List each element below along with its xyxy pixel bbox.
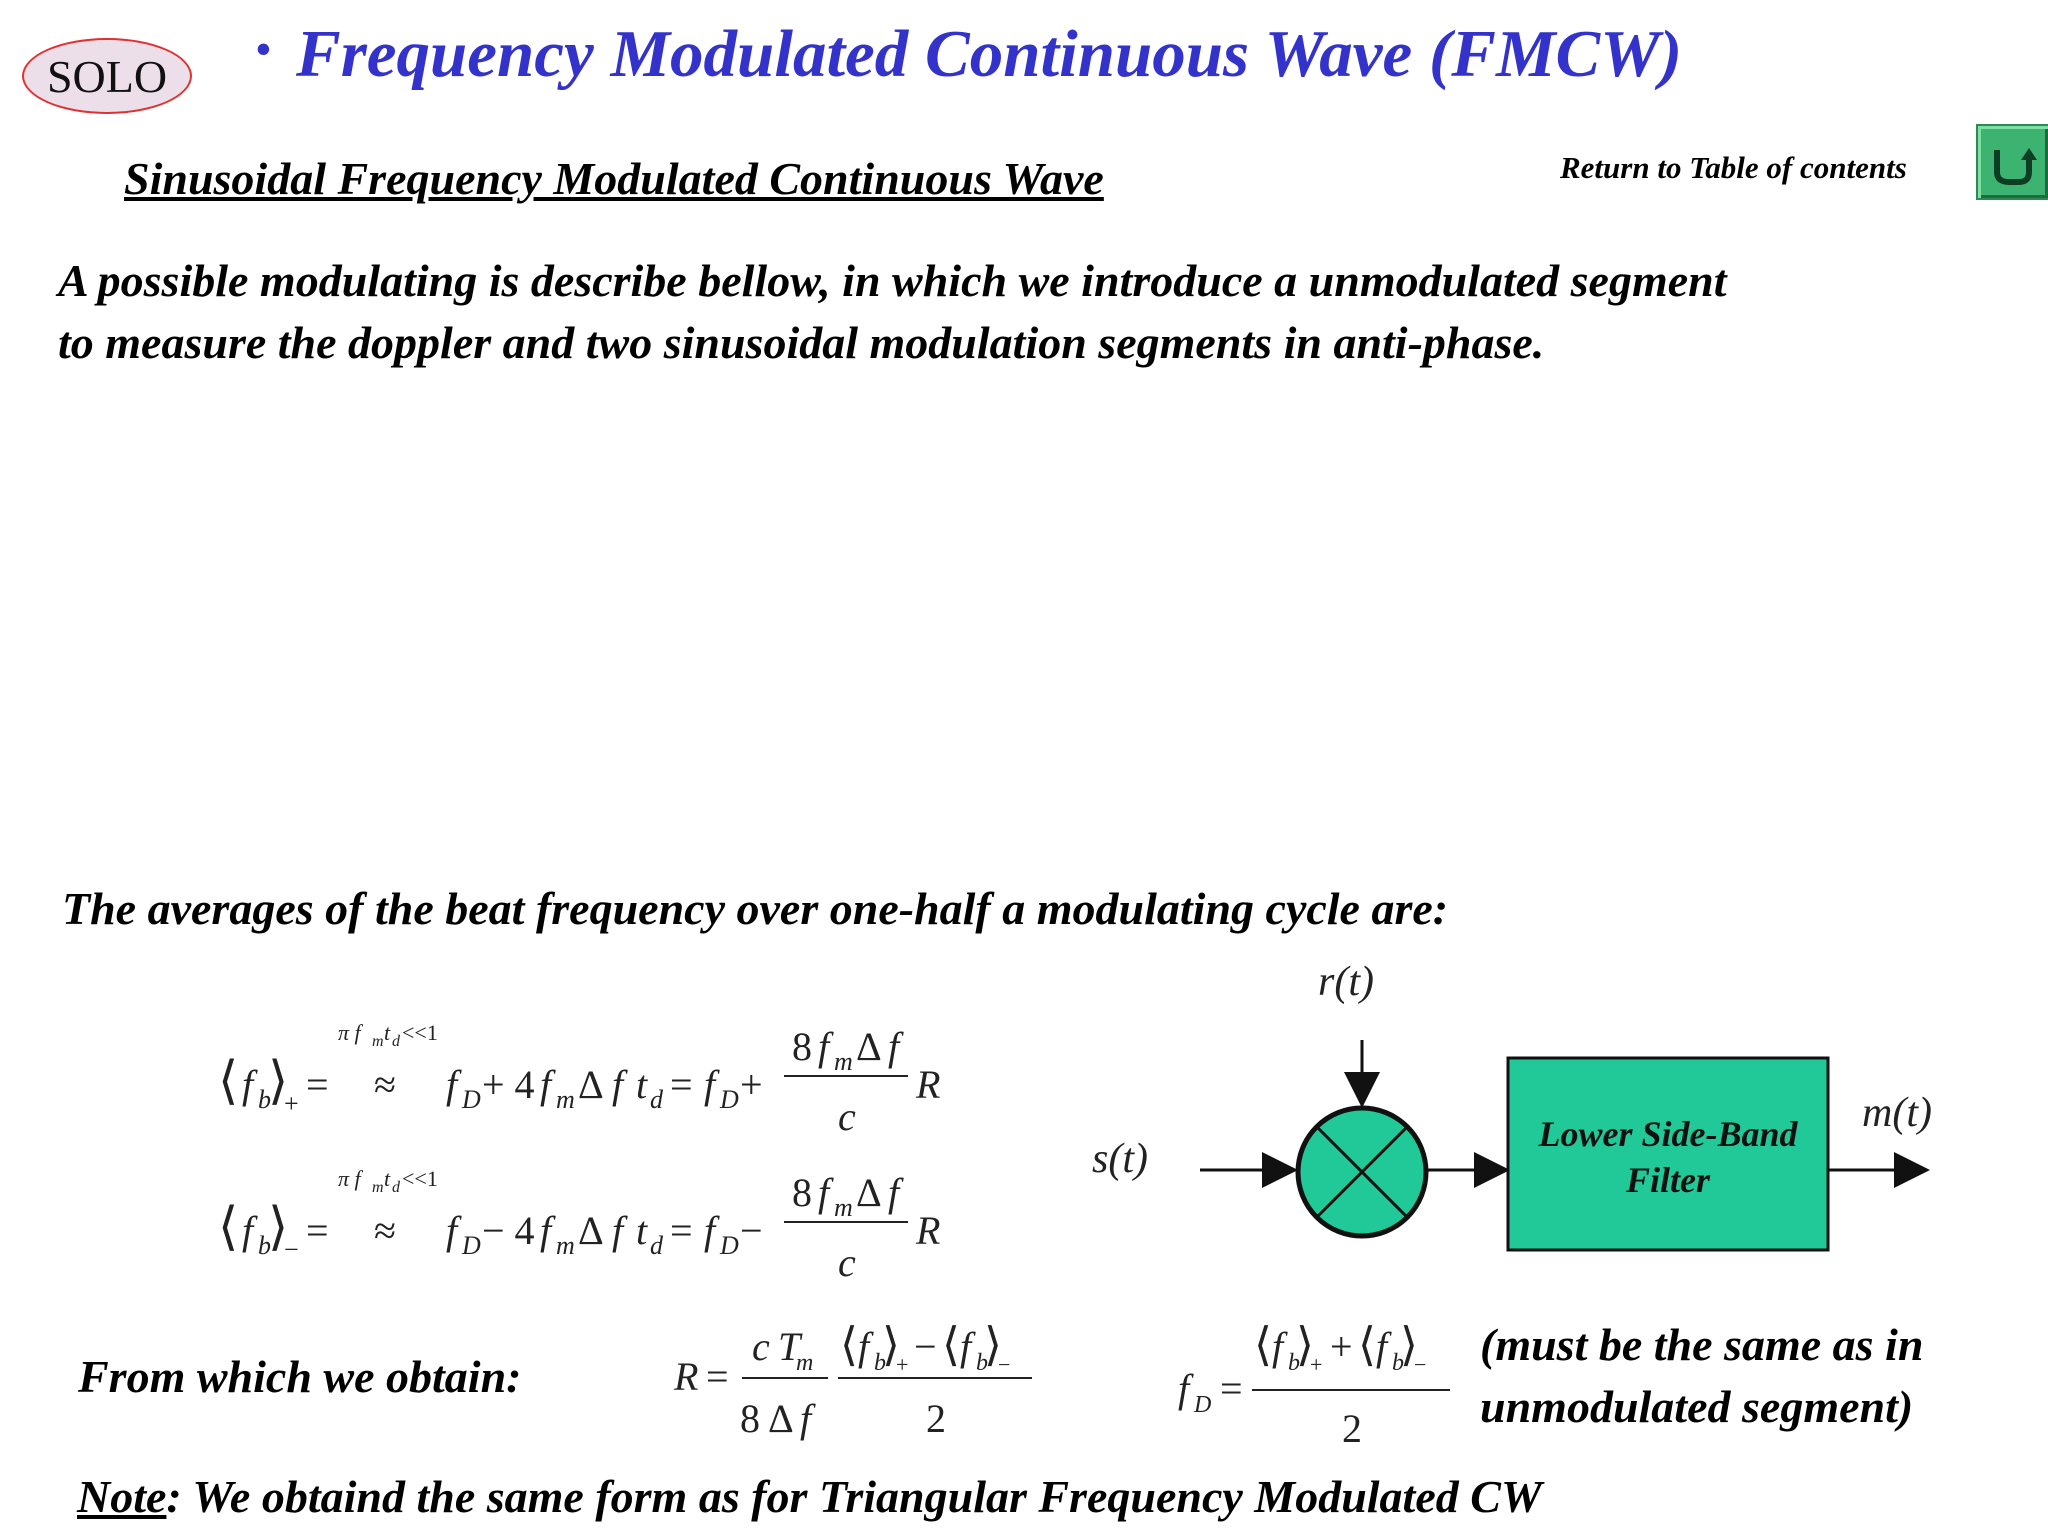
mixer-multiply-icon: [1298, 1108, 1426, 1236]
svg-text:2: 2: [1342, 1406, 1362, 1451]
svg-text:b: b: [1392, 1350, 1404, 1376]
svg-text:f: f: [446, 1208, 458, 1253]
svg-text:b: b: [874, 1350, 886, 1376]
obtain-text: From which we obtain:: [78, 1351, 522, 1402]
svg-text:π f: π f: [338, 1166, 361, 1191]
svg-text:=: =: [706, 1354, 729, 1399]
svg-text:+ 4: + 4: [482, 1062, 535, 1107]
svg-text:f: f: [446, 1062, 458, 1107]
svg-text:D: D: [720, 1085, 739, 1114]
svg-text:⟩: ⟩: [984, 1319, 1002, 1370]
svg-text:m: m: [372, 1033, 384, 1050]
svg-text:⟨: ⟨: [1358, 1319, 1376, 1370]
averages-text: The averages of the beat frequency over one-half a modulating cycle are:: [62, 883, 1449, 934]
svg-text:c: c: [752, 1324, 770, 1369]
svg-text:=: =: [306, 1208, 329, 1253]
intro-line-2: to measure the doppler and two sinusoidal modulation segments in anti-phase.: [58, 317, 1545, 368]
svg-text:=: =: [1220, 1366, 1243, 1411]
svg-text:2: 2: [926, 1396, 946, 1441]
svg-text:R: R: [916, 1208, 941, 1253]
logo-text: SOLO: [46, 50, 168, 102]
must-note-line-1: (must be the same as in: [1480, 1319, 1924, 1370]
svg-text:f: f: [242, 1208, 254, 1253]
svg-text:t: t: [384, 1020, 391, 1045]
svg-text:f: f: [960, 1324, 972, 1369]
note-label: Note: [77, 1471, 167, 1522]
svg-text:+: +: [740, 1062, 763, 1107]
svg-text:c: c: [838, 1094, 856, 1139]
svg-text:+: +: [1310, 1352, 1323, 1377]
svg-text:=: =: [306, 1062, 329, 1107]
svg-text:f: f: [888, 1024, 900, 1069]
svg-text:f: f: [888, 1170, 900, 1215]
svg-text:⟩: ⟩: [1296, 1319, 1314, 1370]
svg-text:f: f: [858, 1324, 870, 1369]
svg-text:D: D: [462, 1231, 481, 1260]
svg-text:=: =: [670, 1062, 693, 1107]
svg-text:+: +: [284, 1089, 299, 1118]
return-to-contents-link[interactable]: Return to Table of contents: [1560, 150, 1907, 185]
svg-text:⟩: ⟩: [882, 1319, 900, 1370]
svg-text:f: f: [612, 1208, 624, 1253]
svg-text:⟩: ⟩: [1400, 1319, 1418, 1370]
svg-text:f: f: [818, 1024, 830, 1069]
svg-text:=: =: [670, 1208, 693, 1253]
must-note-line-2: unmodulated segment): [1480, 1381, 1914, 1432]
svg-text:−: −: [914, 1324, 937, 1369]
svg-text:Δ: Δ: [768, 1396, 794, 1441]
svg-text:+: +: [896, 1352, 909, 1377]
svg-text:Δ: Δ: [856, 1170, 882, 1215]
note-text: : We obtaind the same form as for Triangular Frequency Modulated CW: [166, 1471, 1542, 1522]
svg-text:t: t: [636, 1062, 648, 1107]
svg-text:− 4: − 4: [482, 1208, 535, 1253]
svg-text:−: −: [740, 1208, 763, 1253]
svg-text:m: m: [834, 1047, 853, 1076]
svg-text:8: 8: [792, 1170, 812, 1215]
svg-text:m: m: [556, 1231, 575, 1260]
svg-text:D: D: [1194, 1392, 1212, 1418]
svg-text:−: −: [1414, 1352, 1427, 1377]
mixer-block-diagram: [1080, 960, 2048, 1260]
input-signal-label: s(t): [1092, 1136, 1148, 1182]
page-title: Frequency Modulated Continuous Wave (FMCW): [296, 17, 1683, 91]
svg-text:8: 8: [740, 1396, 760, 1441]
svg-text:D: D: [720, 1231, 739, 1260]
svg-text:≈: ≈: [374, 1208, 396, 1253]
svg-text:<<1: <<1: [402, 1166, 438, 1191]
svg-text:b: b: [258, 1231, 271, 1260]
svg-text:f: f: [800, 1396, 812, 1441]
svg-text:⟨: ⟨: [840, 1319, 858, 1370]
svg-text:d: d: [650, 1085, 663, 1114]
intro-line-1: A possible modulating is describe bellow, in which we introduce a unmodulated segment: [58, 255, 1727, 306]
svg-text:f: f: [540, 1208, 552, 1253]
svg-text:⟩: ⟩: [268, 1053, 289, 1110]
reference-signal-label: r(t): [1318, 960, 1374, 1005]
svg-text:⟨: ⟨: [942, 1319, 960, 1370]
svg-text:⟨: ⟨: [218, 1199, 239, 1256]
output-signal-label: m(t): [1862, 1090, 1932, 1136]
svg-text:b: b: [976, 1350, 988, 1376]
svg-text:Δ: Δ: [856, 1024, 882, 1069]
filter-label-line-2: Filter: [1625, 1160, 1711, 1200]
svg-text:t: t: [384, 1166, 391, 1191]
svg-text:f: f: [612, 1062, 624, 1107]
svg-text:R: R: [916, 1062, 941, 1107]
svg-text:m: m: [834, 1193, 853, 1222]
svg-text:f: f: [1376, 1324, 1388, 1369]
return-button[interactable]: [1976, 124, 2048, 200]
return-arrow-icon: [1987, 136, 2039, 188]
svg-text:f: f: [1272, 1324, 1284, 1369]
svg-text:m: m: [796, 1350, 814, 1376]
svg-text:T: T: [778, 1324, 801, 1369]
svg-text:⟩: ⟩: [268, 1199, 289, 1256]
svg-text:⟨: ⟨: [218, 1053, 239, 1110]
svg-text:b: b: [258, 1085, 271, 1114]
svg-text:⟨: ⟨: [1254, 1319, 1272, 1370]
solo-logo: [22, 38, 192, 114]
svg-text:d: d: [392, 1033, 400, 1050]
svg-text:R: R: [674, 1354, 699, 1399]
section-subtitle: Sinusoidal Frequency Modulated Continuous Wave: [124, 153, 1104, 204]
svg-text:f: f: [704, 1208, 716, 1253]
title-bullet: •: [255, 23, 272, 76]
svg-text:8: 8: [792, 1024, 812, 1069]
svg-text:Δ: Δ: [578, 1208, 604, 1253]
svg-text:t: t: [636, 1208, 648, 1253]
svg-text:c: c: [838, 1240, 856, 1285]
svg-text:≈: ≈: [374, 1062, 396, 1107]
footer-note: [77, 1470, 1542, 1523]
lower-sideband-filter: [1508, 1058, 1828, 1250]
filter-label-line-1: Lower Side-Band: [1538, 1114, 1798, 1154]
svg-text:m: m: [372, 1179, 384, 1196]
svg-text:f: f: [540, 1062, 552, 1107]
svg-text:−: −: [998, 1352, 1011, 1377]
svg-text:−: −: [284, 1235, 299, 1264]
svg-text:f: f: [242, 1062, 254, 1107]
svg-text:π f: π f: [338, 1020, 361, 1045]
svg-text:Δ: Δ: [578, 1062, 604, 1107]
svg-text:d: d: [650, 1231, 663, 1260]
svg-text:f: f: [704, 1062, 716, 1107]
svg-text:m: m: [556, 1085, 575, 1114]
svg-text:f: f: [1178, 1366, 1190, 1411]
result-equations: [660, 1310, 1480, 1460]
svg-text:D: D: [462, 1085, 481, 1114]
svg-text:b: b: [1288, 1350, 1300, 1376]
svg-text:<<1: <<1: [402, 1020, 438, 1045]
beat-frequency-equations: [200, 1000, 980, 1300]
svg-text:d: d: [392, 1179, 400, 1196]
svg-text:+: +: [1330, 1324, 1353, 1369]
svg-text:f: f: [818, 1170, 830, 1215]
